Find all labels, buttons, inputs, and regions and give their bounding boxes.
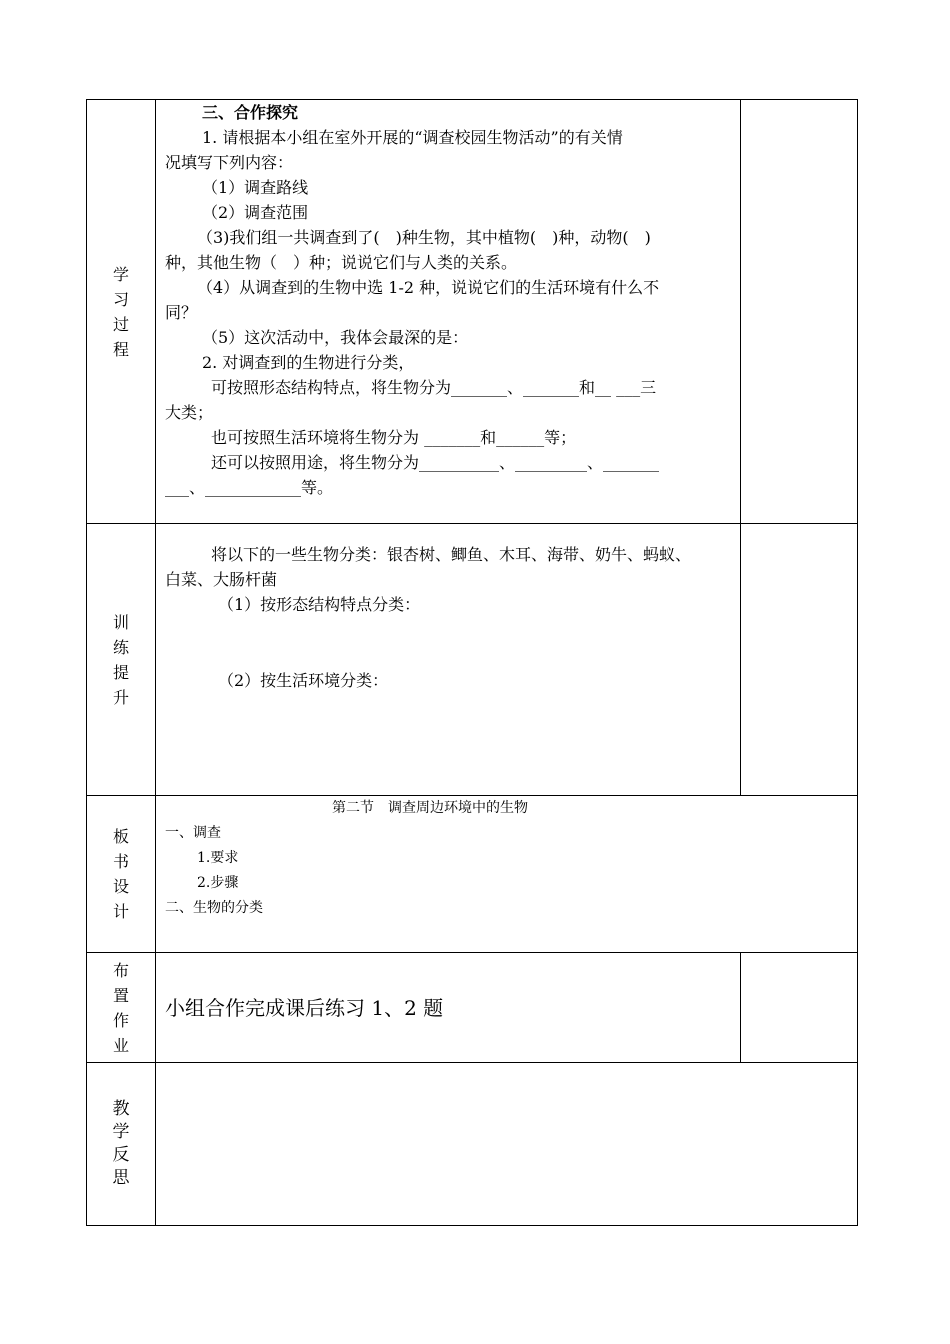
label-homework: 布 置 作 业 [87, 953, 156, 1063]
label-reflection: 教 学 反 思 [87, 1063, 156, 1226]
text-line: 种，其他生物（ ）种；说说它们与人类的关系。 [165, 253, 518, 272]
text-line: 将以下的一些生物分类：银杏树、鲫鱼、木耳、海带、奶牛、蚂蚁、 [211, 545, 692, 564]
text-line: 1. 请根据本小组在室外开展的“调查校园生物活动”的有关情 [202, 128, 623, 147]
reflection-content [156, 1063, 858, 1226]
row-board-design [87, 796, 858, 953]
text-line: （4）从调查到的生物中选 1-2 种，说说它们的生活环境有什么不 [197, 278, 660, 297]
text-line: （2）调查范围 [202, 203, 309, 222]
notes-cell [741, 100, 858, 524]
text-line: 还可以按照用途，将生物分为__________、_________、_______ [211, 453, 660, 472]
row-learning-process [87, 100, 858, 524]
label-training: 训 练 提 升 [87, 524, 156, 796]
section-heading: 三、合作探究 [202, 103, 299, 122]
text-line: 也可按照生活环境将生物分为 _______和______等； [211, 428, 577, 447]
row-homework [87, 953, 858, 1063]
text-line: （5）这次活动中，我体会最深的是： [202, 328, 469, 347]
board-line: 1.要求 [197, 850, 239, 866]
board-line: 2.步骤 [197, 875, 239, 891]
text-line: ___、____________等。 [165, 478, 334, 497]
learning-process-content [156, 100, 741, 524]
text-line: 同？ [165, 303, 198, 322]
label-board-design: 板 书 设 计 [87, 796, 156, 953]
notes-cell [741, 953, 858, 1063]
text-line: 2. 对调查到的生物进行分类， [202, 353, 415, 372]
text-line: 白菜、大肠杆菌 [165, 570, 278, 589]
text-line: （3)我们组一共调查到了( )种生物，其中植物( )种，动物( ) [197, 228, 651, 247]
row-reflection [87, 1063, 858, 1226]
lesson-plan-table [86, 99, 858, 1226]
notes-cell [741, 524, 858, 796]
text-line: 可按照形态结构特点，将生物分为_______、_______和__ ___三 [211, 378, 657, 397]
text-line: （1）按形态结构特点分类： [218, 595, 421, 614]
homework-content [156, 953, 741, 1063]
row-training [87, 524, 858, 796]
training-content [156, 524, 741, 796]
homework-text: 小组合作完成课后练习 1、2 题 [165, 995, 444, 1020]
board-line: 二、生物的分类 [165, 900, 263, 916]
board-design-content [156, 796, 858, 953]
text-line: 况填写下列内容： [165, 153, 294, 172]
text-line: （2）按生活环境分类： [218, 671, 389, 690]
board-line: 一、调查 [165, 825, 221, 841]
board-title: 第二节 调查周边环境中的生物 [332, 800, 528, 816]
text-line: （1）调查路线 [202, 178, 309, 197]
label-learning-process: 学 习 过 程 [87, 100, 156, 524]
text-line: 大类； [165, 403, 214, 422]
